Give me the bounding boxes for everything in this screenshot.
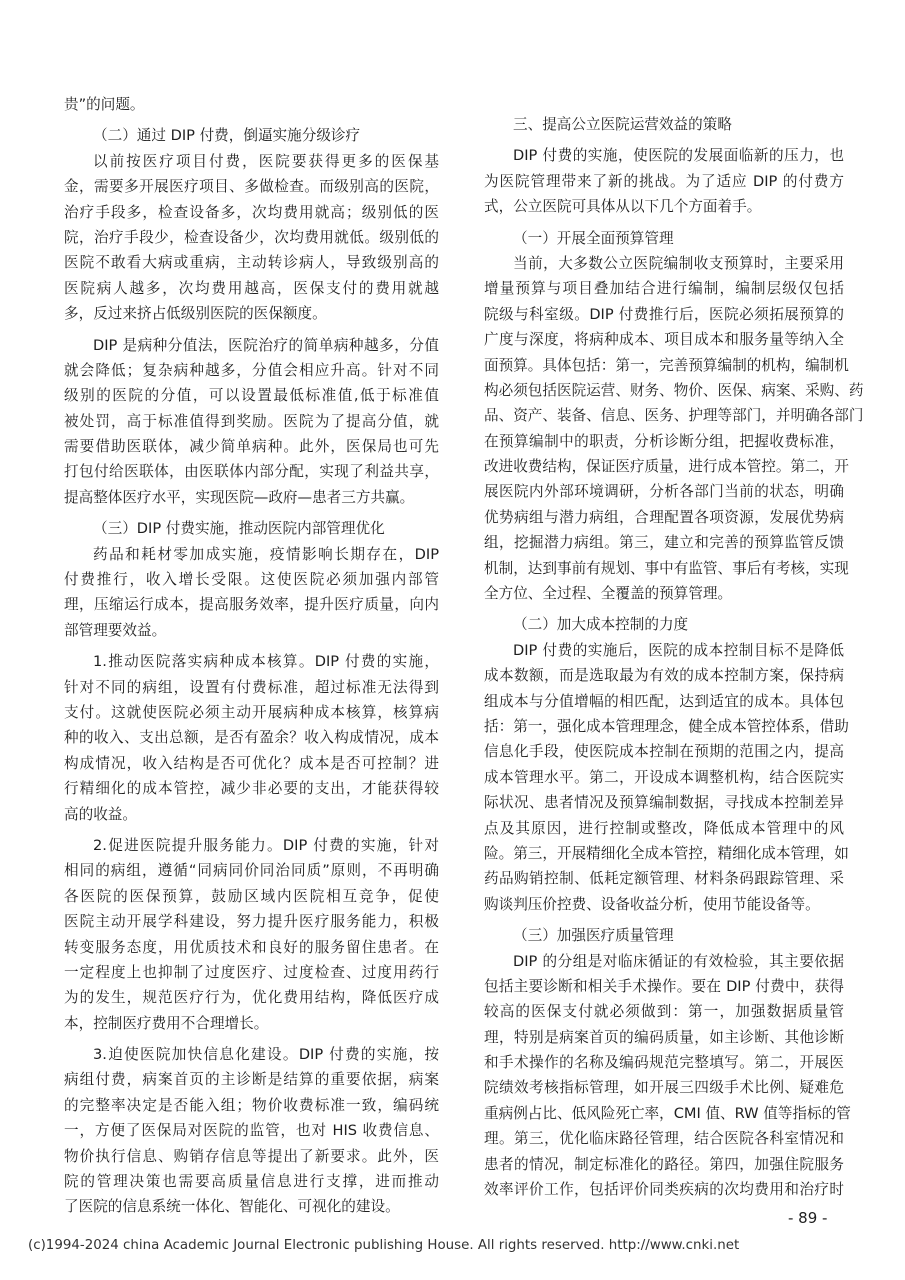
paragraph [484,143,844,219]
text-line: 机制，达到事前有规划、事中有监管、事后有考核，实现 [484,559,849,577]
heading-text: （一）开展全面预算管理 [513,229,674,247]
left-column [64,92,439,1226]
text-line: 院绩效考核指标管理，如开展三四级手术比例、疑难危 [484,1079,844,1097]
subsection-heading [484,923,844,948]
text-line: 为的发生，规范医疗行为，优化费用结构，降低医疗成 [64,989,439,1007]
text-line: 较高的医保支付就必须做到：第一，加强数据质量管 [484,1003,844,1021]
text-line: 贵”的问题。 [64,96,145,113]
text-line: 当前，大多数公立医院编制收支预算时，主要采用 [513,254,844,272]
text-line: 理，压缩运行成本，提高服务效率，提升医疗质量，向内 [64,596,439,614]
heading-text: （三）加强医疗质量管理 [513,927,674,945]
text-line: 和手术操作的名称及编码规范完整填写。第二，开展医 [484,1054,844,1072]
text-line: 部管理要效益。 [64,621,167,639]
paragraph [64,149,439,327]
text-line: 了医院的信息系统一体化、智能化、可视化的建设。 [64,1198,400,1216]
subsection-heading [64,123,439,148]
page-number: - 89 - [788,1209,828,1227]
text-line: 成本管理水平。第二，开设成本调整机构，结合医院实 [484,768,844,786]
text-line: 打包付给医联体，由医联体内部分配，实现了利益共享， [64,463,439,481]
text-line: 高的收益。 [64,805,137,823]
text-line: 付费推行，收入增长受限。这使医院必须加强内部管 [64,571,439,589]
text-line: 包括主要诊断和相关手术操作。要在 DIP 付费中，获得 [484,977,844,995]
text-line: 医院主动开展学科建设，努力提升医疗服务能力，积极 [64,913,439,931]
text-line: 药品购销控制、低耗定额管理、材料条码跟踪管理、采 [484,870,844,888]
text-line: 成本数额，而是选取最为有效的成本控制方案，保持病 [484,667,844,685]
text-line: 信息化手段，使医院成本控制在预期的范围之内，提高 [484,743,844,761]
text-line: 3.迫使医院加快信息化建设。DIP 付费的实施，按 [93,1046,439,1064]
paragraph [64,333,439,511]
text-line: 病组付费，病案首页的主诊断是结算的重要依据，病案 [64,1071,439,1089]
text-line: 一定程度上也抑制了过度医疗、过度检查、过度用药行 [64,963,439,981]
text-line: 式，公立医院可具体从以下几个方面着手。 [484,198,762,216]
paragraph [484,949,851,1203]
text-line: 治疗手段多，检查设备多，次均费用就高；级别低的医 [64,203,439,221]
text-line: 以前按医疗项目付费，医院要获得更多的医保基 [93,152,439,170]
text-line: 括：第一，强化成本管理理念，健全成本管控体系，借助 [484,717,849,735]
paragraph [484,638,849,917]
text-line: DIP 的分组是对临床循证的有效检验，其主要依据 [513,952,844,970]
copyright-notice: (c)1994-2024 china Academic Journal Electronic publishing House. All rights reserved. http://www.cnki.net [28,1238,740,1253]
text-line: 组成本与分值增幅的相匹配，达到适宜的成本。具体包 [484,692,844,710]
text-line: 种的收入、支出总额，是否有盈余？收入构成情况，成本 [64,729,439,747]
right-column [484,92,864,1202]
text-line: 院，治疗手段少，检查设备少，次均费用就低。级别低的 [64,228,439,246]
text-line: 院的管理决策也需要高质量信息进行支撑，进而推动 [64,1173,439,1191]
text-line: 增量预算与项目叠加结合进行编制，编制层级仅包括 [484,280,844,298]
text-line: 医院病人越多，次均费用越高，医保支付的费用就越 [64,279,439,297]
text-line: 1.推动医院落实病种成本核算。DIP 付费的实施， [93,653,439,671]
text-line: 理。第三，优化临床路径管理，结合医院各科室情况和 [484,1130,844,1148]
text-line: 改进收费结构，保证医疗质量，进行成本管控。第二，开 [484,458,849,476]
text-line: 就会降低；复杂病种越多，分值会相应升高。针对不同 [64,361,439,379]
text-line: 购谈判压价控费、设备收益分析，使用节能设备等。 [484,895,820,913]
subsection-heading [484,612,844,637]
text-line: DIP 是病种分值法，医院治疗的简单病种越多，分值 [93,336,439,354]
text-line: 需要借助医联体，减少简单病种。此外，医保局也可先 [64,438,439,456]
text-line: 全方位、全过程、全覆盖的预算管理。 [484,585,733,603]
paragraph [64,92,439,117]
text-line: 优势病组与潜力病组，合理配置各项资源，发展优势病 [484,508,844,526]
text-line: DIP 付费的实施，使医院的发展面临新的压力，也 [513,147,844,165]
text-line: 患者的情况，制定标准化的路径。第四，加强住院服务 [484,1155,844,1173]
text-line: 相同的病组，遵循“同病同价同治同质”原则，不再明确 [64,862,439,880]
text-line: 医院不敢看大病或重病，主动转诊病人，导致级别高的 [64,254,439,272]
text-line: 针对不同的病组，设置有付费标准，超过标准无法得到 [64,678,439,696]
text-line: 面预算。具体包括：第一，完善预算编制的机构，编制机 [484,356,849,374]
text-line: 金，需要多开展医疗项目、多做检查。而级别高的医院， [64,178,439,196]
text-line: 一，方便了医保局对医院的监管，也对 HIS 收费信息、 [64,1122,439,1140]
text-line: 点及其原因，进行控制或整改，降低成本管理中的风 [484,819,844,837]
heading-text: （二）通过 DIP 付费，倒逼实施分级诊疗 [93,127,361,145]
text-line: 转变服务态度，用优质技术和良好的服务留住患者。在 [64,938,439,956]
text-line: 行精细化的成本管控，减少非必要的支出，才能获得较 [64,780,439,798]
text-line: 展医院内外部环境调研，分析各部门当前的状态，明确 [484,483,844,501]
text-line: 物价执行信息、购销存信息等提出了新要求。此外，医 [64,1147,439,1165]
text-line: 多，反过来挤占低级别医院的医保额度。 [64,305,327,323]
text-line: 的完整率决定是否能入组；物价收费标准一致，编码统 [64,1096,439,1114]
subsection-heading [64,516,439,541]
text-line: 为医院管理带来了新的挑战。为了适应 DIP 的付费方 [484,172,844,190]
text-line: 被处罚，高于标准值得到奖励。医院为了提高分值，就 [64,412,439,430]
text-line: 构必须包括医院运营、财务、物价、医保、病案、采购、药 [484,381,864,399]
paragraph [64,542,439,644]
text-line: 提高整体医疗水平，实现医院—政府—患者三方共赢。 [64,488,415,506]
paragraph [484,251,864,606]
text-line: 理，特别是病案首页的编码质量，如主诊断、其他诊断 [484,1028,844,1046]
paragraph [64,1042,439,1220]
heading-text: （二）加大成本控制的力度 [513,616,689,634]
section-heading [484,112,844,137]
text-line: 重病例占比、低风险死亡率，CMI 值、RW 值等指标的管 [484,1104,851,1122]
text-line: 广度与深度，将病种成本、项目成本和服务量等纳入全 [484,331,844,349]
text-line: DIP 付费的实施后，医院的成本控制目标不是降低 [513,641,844,659]
text-line: 2.促进医院提升服务能力。DIP 付费的实施，针对 [93,836,439,854]
text-line: 品、资产、装备、信息、医务、护理等部门，并明确各部门 [484,407,864,425]
text-line: 效率评价工作，包括评价同类疾病的次均费用和治疗时 [484,1181,844,1199]
text-line: 组，挖掘潜力病组。第三，建立和完善的预算监管反馈 [484,534,844,552]
text-line: 险。第三，开展精细化全成本管控，精细化成本管理，如 [484,844,849,862]
heading-text: （三）DIP 付费实施，推动医院内部管理优化 [93,520,385,538]
heading-text: 三、提高公立医院运营效益的策略 [513,116,732,133]
text-line: 构成情况，收入结构是否可优化？成本是否可控制？进 [64,754,439,772]
paragraph [64,649,439,827]
text-line: 院级与科室级。DIP 付费推行后，医院必须拓展预算的 [484,305,844,323]
text-line: 级别的医院的分值，可以设置最低标准值,低于标准值 [64,387,439,405]
text-line: 际状况、患者情况及预算编制数据，寻找成本控制差异 [484,794,844,812]
text-line: 各医院的医保预算，鼓励区域内医院相互竞争，促使 [64,887,439,905]
subsection-heading [484,226,844,251]
text-line: 支付。这就使医院必须主动开展病种成本核算，核算病 [64,703,439,721]
text-line: 药品和耗材零加成实施，疫情影响长期存在，DIP [93,545,439,563]
text-line: 在预算编制中的职责，分析诊断分组，把握收费标准， [484,432,844,450]
paragraph [64,833,439,1036]
text-line: 本，控制医疗费用不合理增长。 [64,1014,269,1032]
